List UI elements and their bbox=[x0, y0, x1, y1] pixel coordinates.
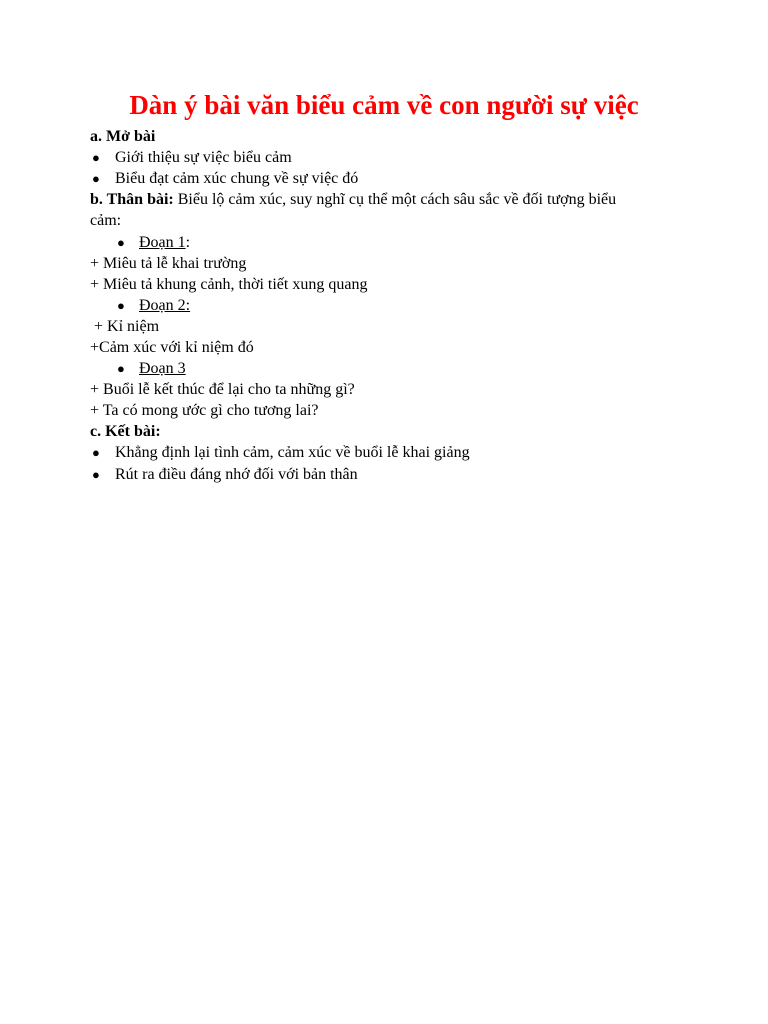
paragraph-1-line-2: + Miêu tả khung cảnh, thời tiết xung quang bbox=[90, 276, 368, 293]
section-a-heading: a. Mở bài bbox=[90, 128, 156, 145]
section-a-item-2: Biểu đạt cảm xúc chung về sự việc đó bbox=[115, 170, 359, 187]
section-b-intro-line-2: cảm: bbox=[90, 212, 122, 229]
section-b-intro-text: Biểu lộ cảm xúc, suy nghĩ cụ thể một cách sâu sắc về đối tượng biểu bbox=[177, 191, 617, 208]
document-title: Dàn ý bài văn biểu cảm về con người sự việc bbox=[129, 90, 639, 120]
paragraph-3-label: Đoạn 3 bbox=[139, 360, 186, 377]
section-b-intro-line-1 bbox=[90, 190, 616, 210]
bullet-icon: ● bbox=[92, 445, 100, 460]
paragraph-2-line-2: +Cảm xúc với kỉ niệm đó bbox=[90, 339, 254, 356]
paragraph-1-label: Đoạn 1: bbox=[139, 234, 191, 251]
bullet-icon: ● bbox=[117, 361, 125, 376]
paragraph-2-line-1: + Kỉ niệm bbox=[90, 318, 160, 335]
paragraph-1-line-1: + Miêu tả lễ khai trường bbox=[90, 255, 247, 272]
bullet-icon: ● bbox=[92, 467, 100, 482]
paragraph-3-line-2: + Ta có mong ước gì cho tương lai? bbox=[90, 402, 319, 419]
bullet-icon: ● bbox=[92, 150, 100, 165]
section-c-heading: c. Kết bài: bbox=[90, 423, 161, 440]
bullet-icon: ● bbox=[117, 235, 125, 250]
paragraph-2-label: Đoạn 2: bbox=[139, 297, 191, 314]
bullet-icon: ● bbox=[92, 171, 100, 186]
bullet-icon: ● bbox=[117, 298, 125, 313]
paragraph-3-line-1: + Buổi lễ kết thúc để lại cho ta những gì? bbox=[90, 381, 355, 398]
section-a-item-1: Giới thiệu sự việc biểu cảm bbox=[115, 149, 292, 166]
section-b-heading: b. Thân bài: bbox=[90, 191, 174, 208]
section-c-item-1: Khẳng định lại tình cảm, cảm xúc về buổi lễ khai giảng bbox=[115, 444, 470, 461]
section-c-item-2: Rút ra điều đáng nhớ đối với bản thân bbox=[115, 466, 358, 483]
